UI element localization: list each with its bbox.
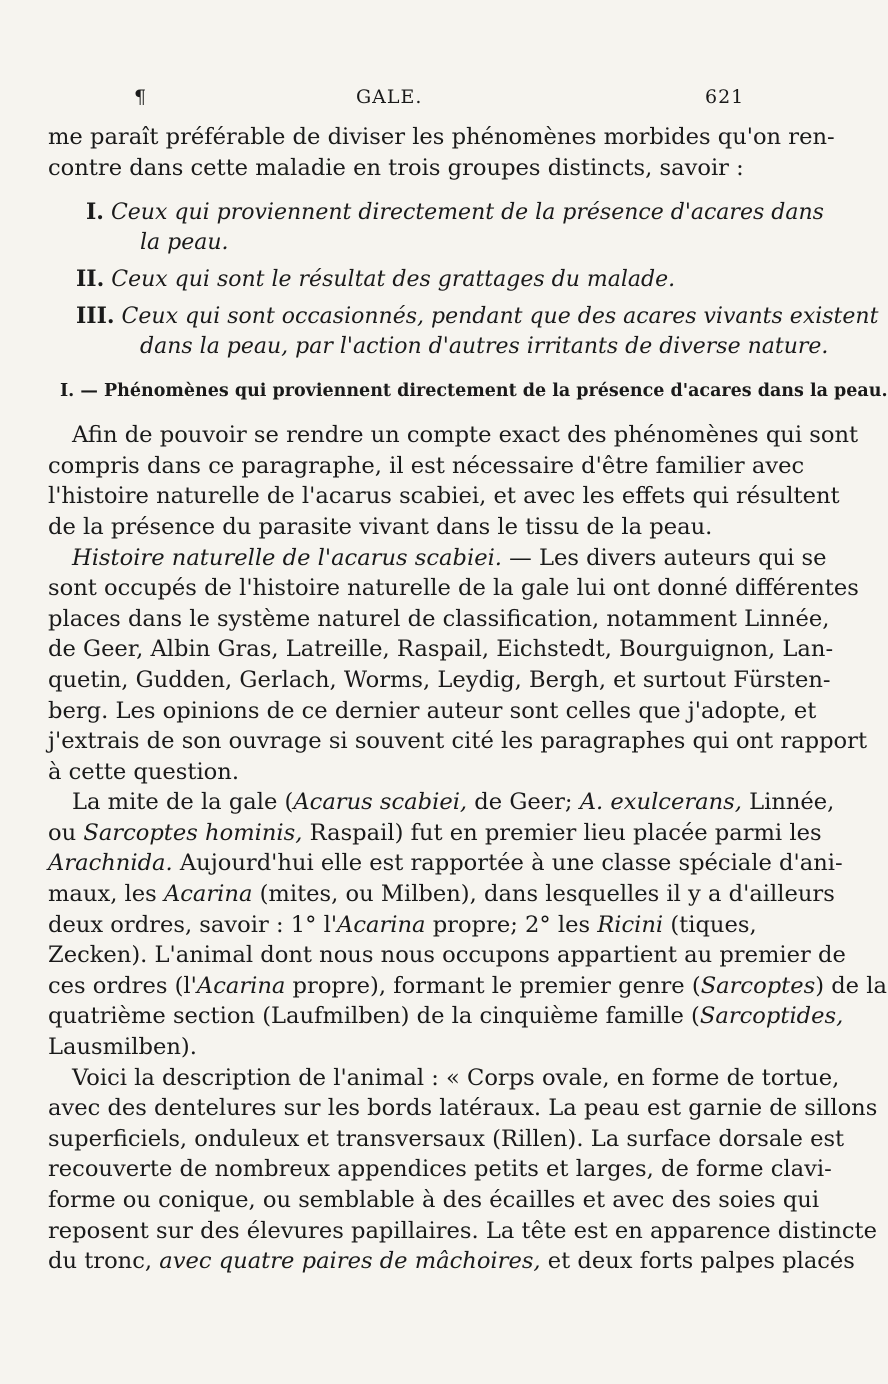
text-line: avec des dentelures sur les bords latéraux. La peau est garnie de sillons (48, 1095, 878, 1122)
text-line: reposent sur des élevures papillaires. La tête est en apparence distincte (48, 1217, 877, 1244)
section-heading: I. — Phénomènes qui proviennent directement de la présence d'acares dans la peau. (60, 381, 888, 402)
text-line: Zecken). L'animal dont nous nous occupons appartient au premier de (48, 942, 846, 969)
text-line: de Geer, Albin Gras, Latreille, Raspail, Eichstedt, Bourguignon, Lan- (48, 636, 834, 663)
text-line: quatrième section (Laufmilben) de la cinquième famille (Sarcoptides, (48, 1003, 844, 1030)
text-line: recouverte de nombreux appendices petits et larges, de forme clavi- (48, 1156, 832, 1183)
text-line: maux, les Acarina (mites, ou Milben), dans lesquelles il y a d'ailleurs (48, 881, 835, 908)
text-line: de la présence du parasite vivant dans le tissu de la peau. (48, 513, 713, 540)
page-number: 621 (705, 86, 745, 108)
text-line: superficiels, onduleux et transversaux (Rillen). La surface dorsale est (48, 1125, 845, 1152)
numbered-list (48, 197, 879, 362)
text-line: berg. Les opinions de ce dernier auteur sont celles que j'adopte, et (48, 697, 817, 724)
text-line: j'extrais de son ouvrage si souvent cité les paragraphes qui ont rapport (48, 728, 868, 755)
running-header (0, 86, 800, 116)
header-mark: ¶ (134, 86, 148, 108)
text-line: me paraît préférable de diviser les phénomènes morbides qu'on ren- (48, 124, 835, 150)
text-line: l'histoire naturelle de l'acarus scabiei, et avec les effets qui résultent (48, 483, 840, 510)
text-line: La mite de la gale (Acarus scabiei, de Geer; A. exulcerans, Linnée, (72, 789, 835, 816)
text-line: places dans le système naturel de classification, notamment Linnée, (48, 605, 830, 632)
text-line: à cette question. (48, 758, 240, 785)
page-body (48, 122, 888, 1277)
list-item-1: I. Ceux qui proviennent directement de la présence d'acares dans (86, 199, 824, 226)
text-line: ces ordres (l'Acarina propre), formant le premier genre (Sarcoptes) de la (48, 972, 887, 999)
text-line: quetin, Gudden, Gerlach, Worms, Leydig, Bergh, et surtout Fürsten- (48, 666, 831, 693)
list-item-3-cont: dans la peau, par l'action d'autres irritants de diverse nature. (140, 333, 829, 359)
text-line: forme ou conique, ou semblable à des écailles et avec des soies qui (48, 1187, 820, 1213)
text-line: contre dans cette maladie en trois groupes distincts, savoir : (48, 154, 744, 181)
text-line: Histoire naturelle de l'acarus scabiei. — Les divers auteurs qui se (72, 544, 827, 571)
text-line: Lausmilben). (48, 1034, 197, 1061)
text-line: compris dans ce paragraphe, il est nécessaire d'être familier avec (48, 452, 805, 479)
header-title: GALE. (356, 86, 423, 108)
text-line: ou Sarcoptes hominis, Raspail) fut en premier lieu placée parmi les (48, 819, 822, 846)
text-line: Voici la description de l'animal : « Corps ovale, en forme de tortue, (72, 1064, 840, 1091)
list-item-3: III. Ceux qui sont occasionnés, pendant que des acares vivants existent (76, 302, 879, 329)
text-line: sont occupés de l'histoire naturelle de la gale lui ont donné différentes (48, 575, 859, 602)
text-line: Arachnida. Aujourd'hui elle est rapportée à une classe spéciale d'ani- (48, 850, 843, 877)
text-line: deux ordres, savoir : 1° l'Acarina propre; 2° les Ricini (tiques, (48, 911, 757, 938)
list-item-2: II. Ceux qui sont le résultat des grattages du malade. (76, 266, 676, 293)
list-item-1-cont: la peau. (140, 229, 229, 255)
text-line: Afin de pouvoir se rendre un compte exact des phénomènes qui sont (72, 422, 859, 449)
text-line: du tronc, avec quatre paires de mâchoires, et deux forts palpes placés (48, 1248, 855, 1275)
